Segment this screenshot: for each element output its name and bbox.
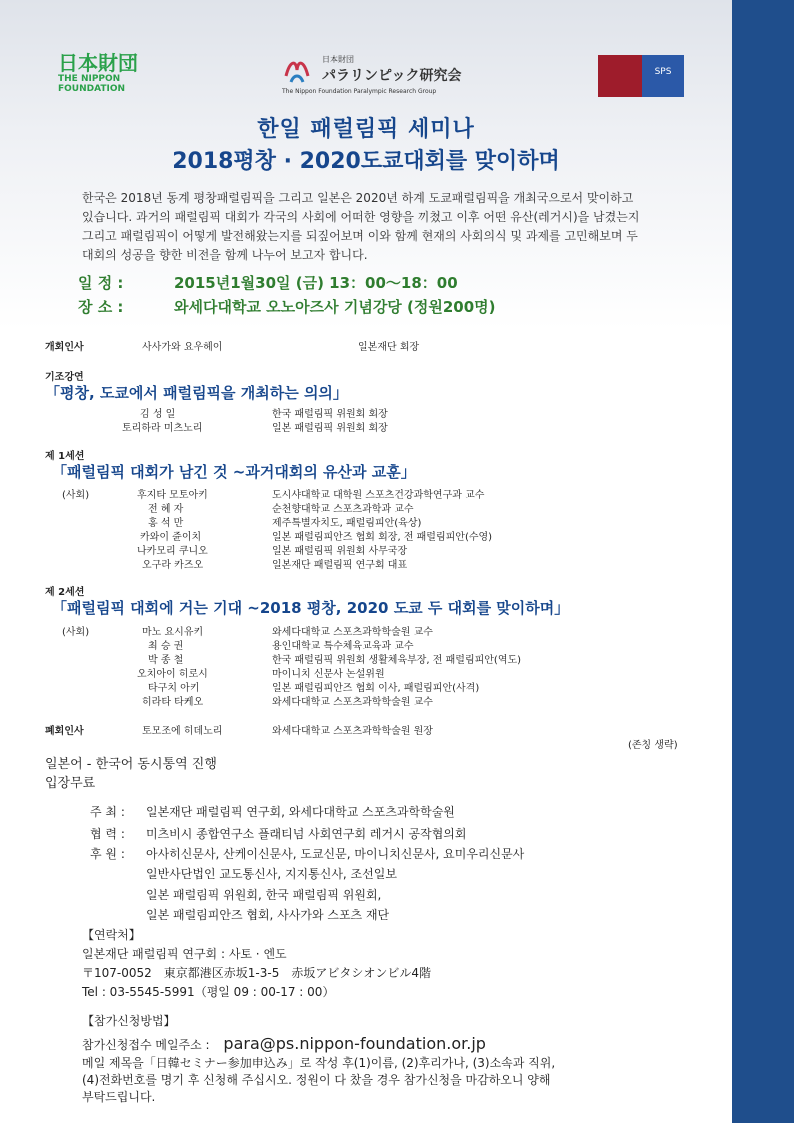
session1-speaker-role: 일본 패럴림피안즈 협회 회장, 전 패럴림피안(수영) bbox=[272, 532, 493, 543]
keynote-speaker-name: 김 성 일 bbox=[140, 409, 176, 420]
intro-paragraph: 한국은 2018년 동계 평창패럴림픽을 그리고 일본은 2020년 하계 도쿄패럴림픽을 개최국으로서 맞이하고 있습니다. 과거의 패럴림픽 대회가 각국의 사회에 어떠한 영향을 끼쳤고 이후 어떤 유산(레거시)을 남겼는지 그리고 패럴림픽이 어떻게 발전해왔는지를 되짚어보며 이와 함께 현재의 사회의식 및 과제를 고민해보며 두 대회의 성공을 향한 비전을 함께 나누어 보고자 합니다. bbox=[82, 191, 640, 262]
session2-speaker-role: 용인대학교 특수체육교육과 교수 bbox=[272, 641, 414, 652]
session1-label: 제 1세션 bbox=[45, 451, 85, 462]
place-label: 장 소 : bbox=[78, 298, 124, 316]
session2-title: 「패럴림픽 대회에 거는 기대 ~2018 평창, 2020 도쿄 두 대회를 맞이하며」 bbox=[52, 599, 570, 617]
host-row: 일본 패럴림피안즈 협회, 사사가와 스포츠 재단 bbox=[146, 908, 390, 922]
host-row bbox=[90, 845, 524, 862]
right-accent-bar bbox=[732, 0, 794, 1123]
keynote-title: 「평창, 도쿄에서 패럴림픽을 개최하는 의의」 bbox=[45, 384, 348, 402]
session2-speaker-role: 와세다대학교 스포츠과학학술원 교수 bbox=[272, 697, 433, 708]
session1-speaker-name: 카와이 쥰이치 bbox=[140, 532, 202, 543]
interpretation-note: 일본어 - 한국어 동시통역 진행 bbox=[45, 757, 217, 772]
opening-name: 사사가와 요우헤이 bbox=[142, 342, 223, 353]
session1-moderator-tag: (사회) bbox=[62, 490, 90, 501]
closing-role: 와세다대학교 스포츠과학학술원 원장 bbox=[272, 726, 433, 737]
logo-en-line1: THE NIPPON bbox=[58, 74, 121, 84]
schedule-place bbox=[78, 296, 496, 317]
session1-speaker-name: 나카모리 쿠니오 bbox=[137, 546, 208, 557]
keynote-speaker-role: 한국 패럴림픽 위원회 회장 bbox=[272, 409, 388, 420]
host-text: 일본재단 패럴림픽 연구회, 와세다대학교 스포츠과학학술원 bbox=[146, 805, 455, 819]
session2-label: 제 2세션 bbox=[45, 587, 85, 598]
closing-name: 토모조에 히데노리 bbox=[142, 726, 223, 737]
host-text: 미츠비시 종합연구소 플래티넘 사회연구회 레거시 공작협의회 bbox=[146, 827, 467, 841]
admission-note: 입장무료 bbox=[45, 776, 96, 791]
host-label: 협 력 : bbox=[90, 827, 125, 841]
host-row: 일본 패럴림픽 위원회, 한국 패럴림픽 위원회, bbox=[146, 888, 382, 902]
page-subtitle: 2018평창 · 2020도쿄대회를 맞이하며 bbox=[172, 149, 560, 174]
session2-speaker-role: 와세다대학교 스포츠과학학술원 교수 bbox=[272, 627, 433, 638]
nippon-foundation-logo bbox=[58, 52, 146, 94]
session2-speaker-name: 박 종 철 bbox=[148, 655, 184, 666]
host-text: 아사히신문사, 산케이신문사, 도쿄신문, 마이니치신문사, 요미우리신문사 bbox=[146, 847, 525, 861]
contact-name: 일본재단 패럴림픽 연구회 : 사토 · 엔도 bbox=[82, 947, 287, 961]
apply-instructions-line: (4)전화번호를 명기 후 신청해 주십시오. 정원이 다 찼을 경우 참가신청을 마감하오니 양해 bbox=[82, 1073, 551, 1087]
ribbon-icon bbox=[282, 56, 312, 86]
session2-speaker-name: 최 승 권 bbox=[148, 641, 184, 652]
logo-en-line2: FOUNDATION bbox=[58, 84, 126, 94]
apply-email-label: 참가신청접수 메일주소 : bbox=[82, 1038, 210, 1052]
schedule-date bbox=[78, 272, 458, 293]
keynote-speaker-role: 일본 패럴림픽 위원회 회장 bbox=[272, 423, 388, 434]
session1-speaker-name: 홍 석 만 bbox=[148, 518, 184, 529]
session2-moderator-tag: (사회) bbox=[62, 627, 90, 638]
contact-address: 〒107-0052 東京都港区赤坂1-3-5 赤坂アビタシオンビル4階 bbox=[82, 966, 431, 980]
contact-phone: Tel : 03-5545-5991（평일 09 : 00-17 : 00） bbox=[82, 985, 335, 999]
host-row bbox=[90, 825, 466, 842]
session2-speaker-role: 한국 패럴림픽 위원회 생활체육부장, 전 패럴림피안(역도) bbox=[272, 655, 522, 666]
session2-speaker-name: 마노 요시유키 bbox=[142, 627, 204, 638]
session1-speaker-name: 후지타 모토아키 bbox=[137, 490, 208, 501]
session2-speaker-role: 마이니치 신문사 논설위원 bbox=[272, 669, 385, 680]
logo-small-text: 日本財団 bbox=[322, 55, 354, 64]
closing-label: 폐회인사 bbox=[45, 726, 84, 737]
session1-title: 「패럴림픽 대회가 남긴 것 ~과거대회의 유산과 교훈」 bbox=[52, 463, 416, 481]
session2-speaker-name: 타구치 아키 bbox=[148, 683, 200, 694]
host-row: 일반사단법인 교도통신사, 지지통신사, 조선일보 bbox=[146, 867, 397, 881]
page-title: 한일 패럴림픽 세미나 bbox=[257, 117, 475, 142]
session1-speaker-role: 순천향대학교 스포츠과학과 교수 bbox=[272, 504, 414, 515]
apply-instructions-line: 부탁드립니다. bbox=[82, 1090, 156, 1104]
apply-heading: 【참가신청방법】 bbox=[82, 1014, 176, 1028]
waseda-sps-logo bbox=[598, 55, 684, 97]
logo-en: The Nippon Foundation Paralympic Research Group bbox=[282, 88, 437, 95]
session1-speaker-role: 일본재단 패럴림픽 연구회 대표 bbox=[272, 560, 408, 571]
apply-instructions-line: 메일 제목을「日韓セミナー参加申込み」로 작성 후(1)이름, (2)후리가나, (3)소속과 직위, bbox=[82, 1056, 556, 1070]
opening-role: 일본재단 회장 bbox=[358, 342, 420, 353]
waseda-emblem bbox=[598, 55, 642, 97]
honorific-note: (존칭 생략) bbox=[628, 740, 678, 751]
session2-speaker-name: 히라타 타케오 bbox=[142, 697, 204, 708]
session1-speaker-name: 오구라 카즈오 bbox=[142, 560, 204, 571]
session1-speaker-role: 일본 패럴림픽 위원회 사무국장 bbox=[272, 546, 408, 557]
logo-mark: 日本財団 bbox=[58, 51, 138, 75]
session2-speaker-role: 일본 패럴림피안즈 협회 이사, 패럴림피안(사격) bbox=[272, 683, 480, 694]
session1-speaker-role: 도시샤대학교 대학원 스포츠건강과학연구과 교수 bbox=[272, 490, 485, 501]
logo-name: パラリンピック研究会 bbox=[322, 68, 462, 84]
session1-speaker-name: 전 혜 자 bbox=[148, 504, 184, 515]
date-value: 2015년1월30일 (금) 13：00～18：00 bbox=[174, 274, 458, 292]
session1-speaker-role: 제주특별자치도, 패럴림피안(육상) bbox=[272, 518, 422, 529]
host-label: 후 원 : bbox=[90, 847, 125, 861]
host-label: 주 최 : bbox=[90, 805, 125, 819]
apply-email-link[interactable]: para@ps.nippon-foundation.or.jp bbox=[223, 1034, 486, 1053]
place-value: 와세다대학교 오노아즈사 기념강당 (정원200명) bbox=[174, 298, 496, 316]
opening-label: 개회인사 bbox=[45, 342, 84, 353]
sps-text: SPS bbox=[654, 67, 672, 77]
keynote-label: 기조강연 bbox=[45, 372, 84, 383]
keynote-speaker-name: 토리하라 미츠노리 bbox=[122, 423, 203, 434]
contact-heading: 【연락처】 bbox=[82, 928, 141, 942]
date-label: 일 정 : bbox=[78, 274, 124, 292]
host-row bbox=[90, 803, 455, 820]
session2-speaker-name: 오치아이 히로시 bbox=[137, 669, 208, 680]
apply-email-row bbox=[82, 1034, 486, 1053]
sps-emblem bbox=[642, 55, 684, 97]
